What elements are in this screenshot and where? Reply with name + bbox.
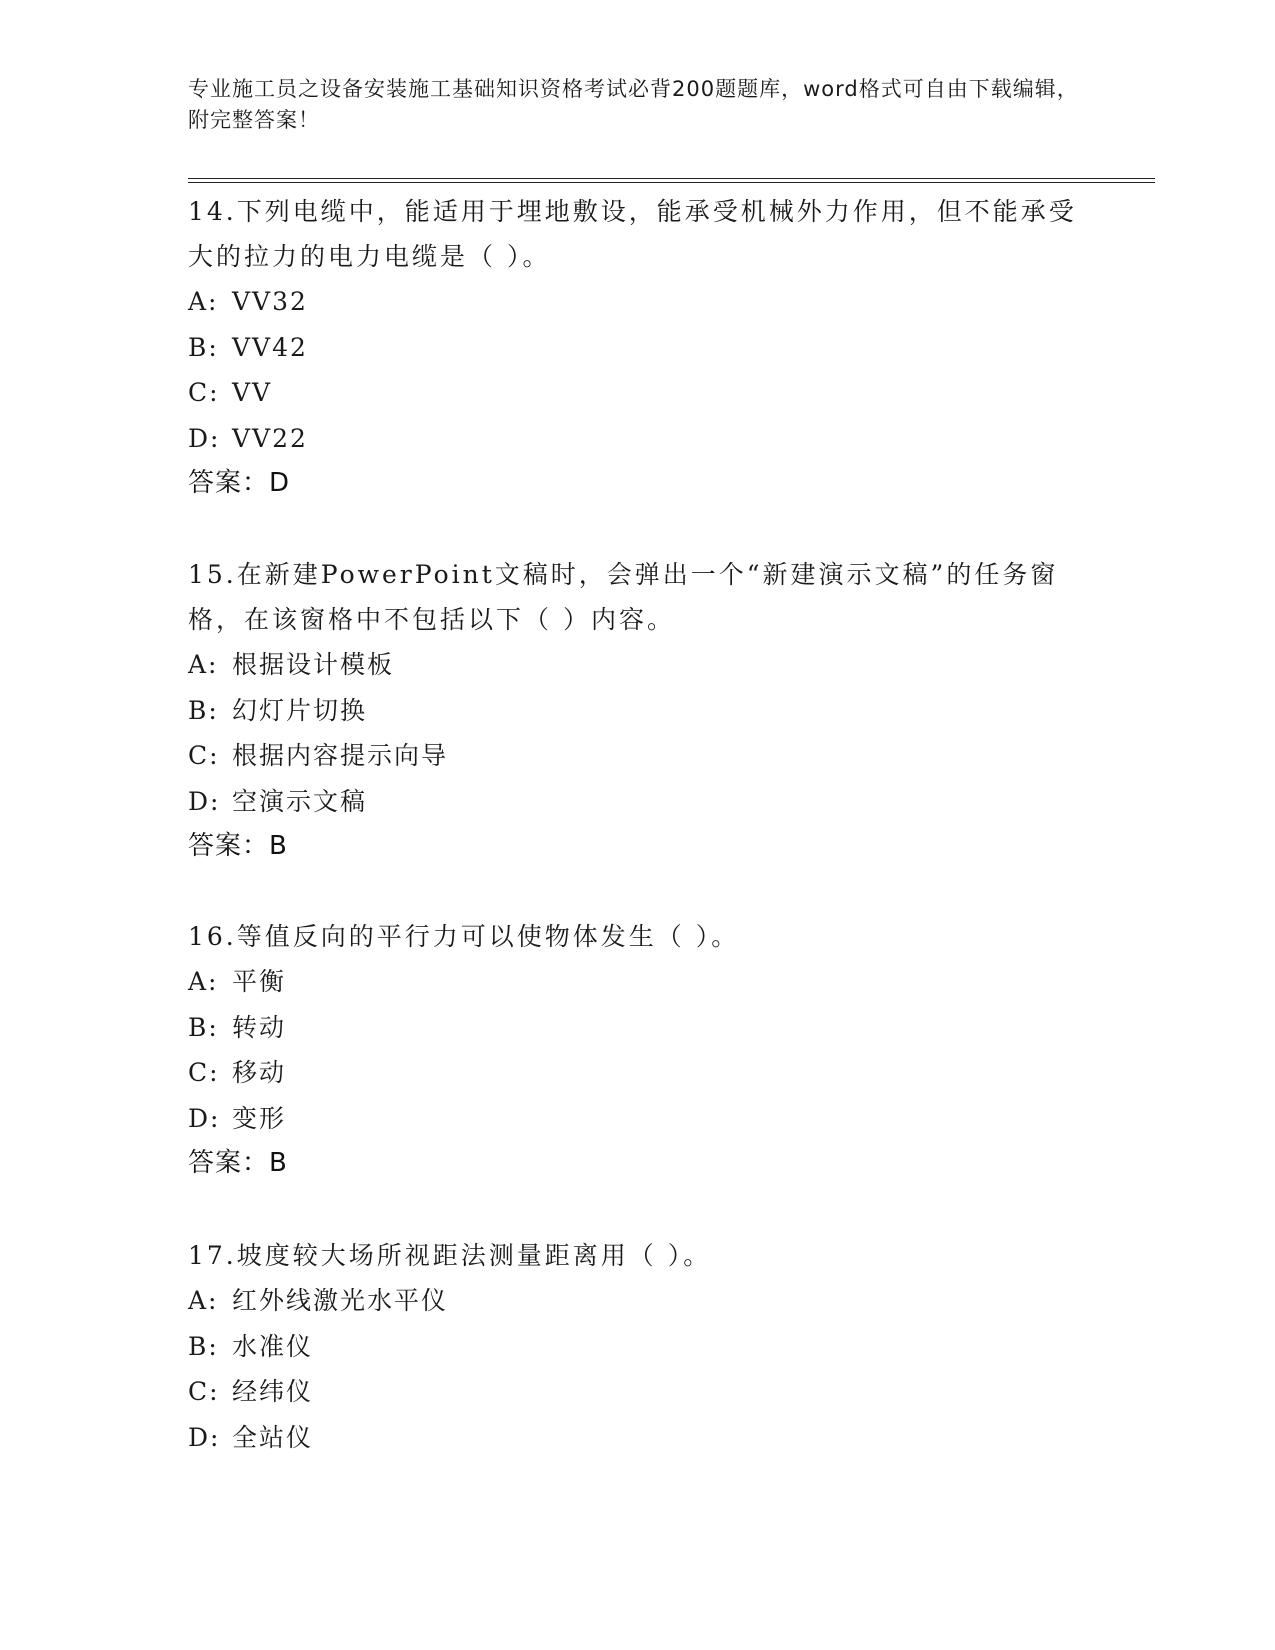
option-text: 水准仪 bbox=[232, 1331, 314, 1361]
option-text: 移动 bbox=[232, 1058, 287, 1087]
option-a bbox=[188, 279, 1088, 325]
option-text: 根据内容提示向导 bbox=[232, 741, 449, 770]
option-a bbox=[188, 642, 1088, 688]
option-letter: D: bbox=[188, 423, 221, 453]
option-letter: C: bbox=[188, 741, 220, 770]
option-a bbox=[188, 959, 1088, 1005]
answer-line: 答案：B bbox=[188, 1148, 288, 1178]
option-letter: B: bbox=[188, 332, 219, 362]
option-letter: B: bbox=[188, 1331, 219, 1361]
option-letter: A: bbox=[188, 287, 219, 316]
option-letter: D: bbox=[188, 1103, 221, 1133]
option-d bbox=[188, 416, 1088, 462]
question-stem: 16.等值反向的平行力可以使物体发生（ ）。 bbox=[188, 922, 740, 951]
option-c bbox=[188, 1050, 1088, 1096]
option-text: 全站仪 bbox=[232, 1422, 314, 1452]
option-c bbox=[188, 733, 1088, 779]
option-b bbox=[188, 1005, 1088, 1051]
option-text: 红外线激光水平仪 bbox=[232, 1286, 449, 1315]
option-c bbox=[188, 370, 1088, 416]
option-d bbox=[188, 1415, 1088, 1461]
option-a bbox=[188, 1278, 1088, 1324]
option-b bbox=[188, 1324, 1088, 1370]
option-letter: A: bbox=[188, 1286, 219, 1315]
header-divider-bottom bbox=[188, 182, 1155, 183]
option-b bbox=[188, 688, 1088, 734]
document-header: 专业施工员之设备安装施工基础知识资格考试必背200题题库，word格式可自由下载编辑，附完整答案！ bbox=[188, 77, 1079, 132]
option-letter: C: bbox=[188, 378, 220, 407]
option-text: 根据设计模板 bbox=[232, 650, 395, 679]
question-stem: 14.下列电缆中，能适用于埋地敷设，能承受机械外力作用，但不能承受大的拉力的电力电缆是（ ）。 bbox=[188, 197, 1077, 271]
option-text: VV22 bbox=[232, 423, 308, 453]
option-text: VV bbox=[232, 378, 273, 407]
option-letter: A: bbox=[188, 650, 219, 679]
option-letter: C: bbox=[188, 1058, 220, 1087]
answer-line: 答案：B bbox=[188, 831, 288, 861]
question-16 bbox=[188, 914, 1088, 1186]
option-text: 转动 bbox=[232, 1012, 287, 1042]
option-d bbox=[188, 779, 1088, 825]
option-letter: B: bbox=[188, 695, 219, 725]
option-text: 空演示文稿 bbox=[232, 786, 368, 816]
question-stem: 17.坡度较大场所视距法测量距离用（ ）。 bbox=[188, 1241, 712, 1270]
option-text: 平衡 bbox=[232, 967, 287, 996]
question-15 bbox=[188, 552, 1088, 869]
answer-line: 答案：D bbox=[188, 468, 291, 498]
question-14 bbox=[188, 189, 1088, 506]
option-text: 经纬仪 bbox=[232, 1377, 314, 1406]
option-d bbox=[188, 1096, 1088, 1142]
option-letter: C: bbox=[188, 1377, 220, 1406]
option-text: 幻灯片切换 bbox=[232, 695, 368, 725]
option-text: VV32 bbox=[232, 287, 308, 316]
option-b bbox=[188, 325, 1088, 371]
option-text: VV42 bbox=[232, 332, 308, 362]
option-letter: D: bbox=[188, 1422, 221, 1452]
option-letter: D: bbox=[188, 786, 221, 816]
option-text: 变形 bbox=[232, 1103, 287, 1133]
question-17 bbox=[188, 1233, 1088, 1460]
question-stem: 15.在新建PowerPoint文稿时，会弹出一个“新建演示文稿”的任务窗格，在该窗格中不包括以下（ ）内容。 bbox=[188, 560, 1059, 634]
header-divider-top bbox=[188, 178, 1155, 179]
option-letter: A: bbox=[188, 967, 219, 996]
option-c bbox=[188, 1369, 1088, 1415]
option-letter: B: bbox=[188, 1012, 219, 1042]
